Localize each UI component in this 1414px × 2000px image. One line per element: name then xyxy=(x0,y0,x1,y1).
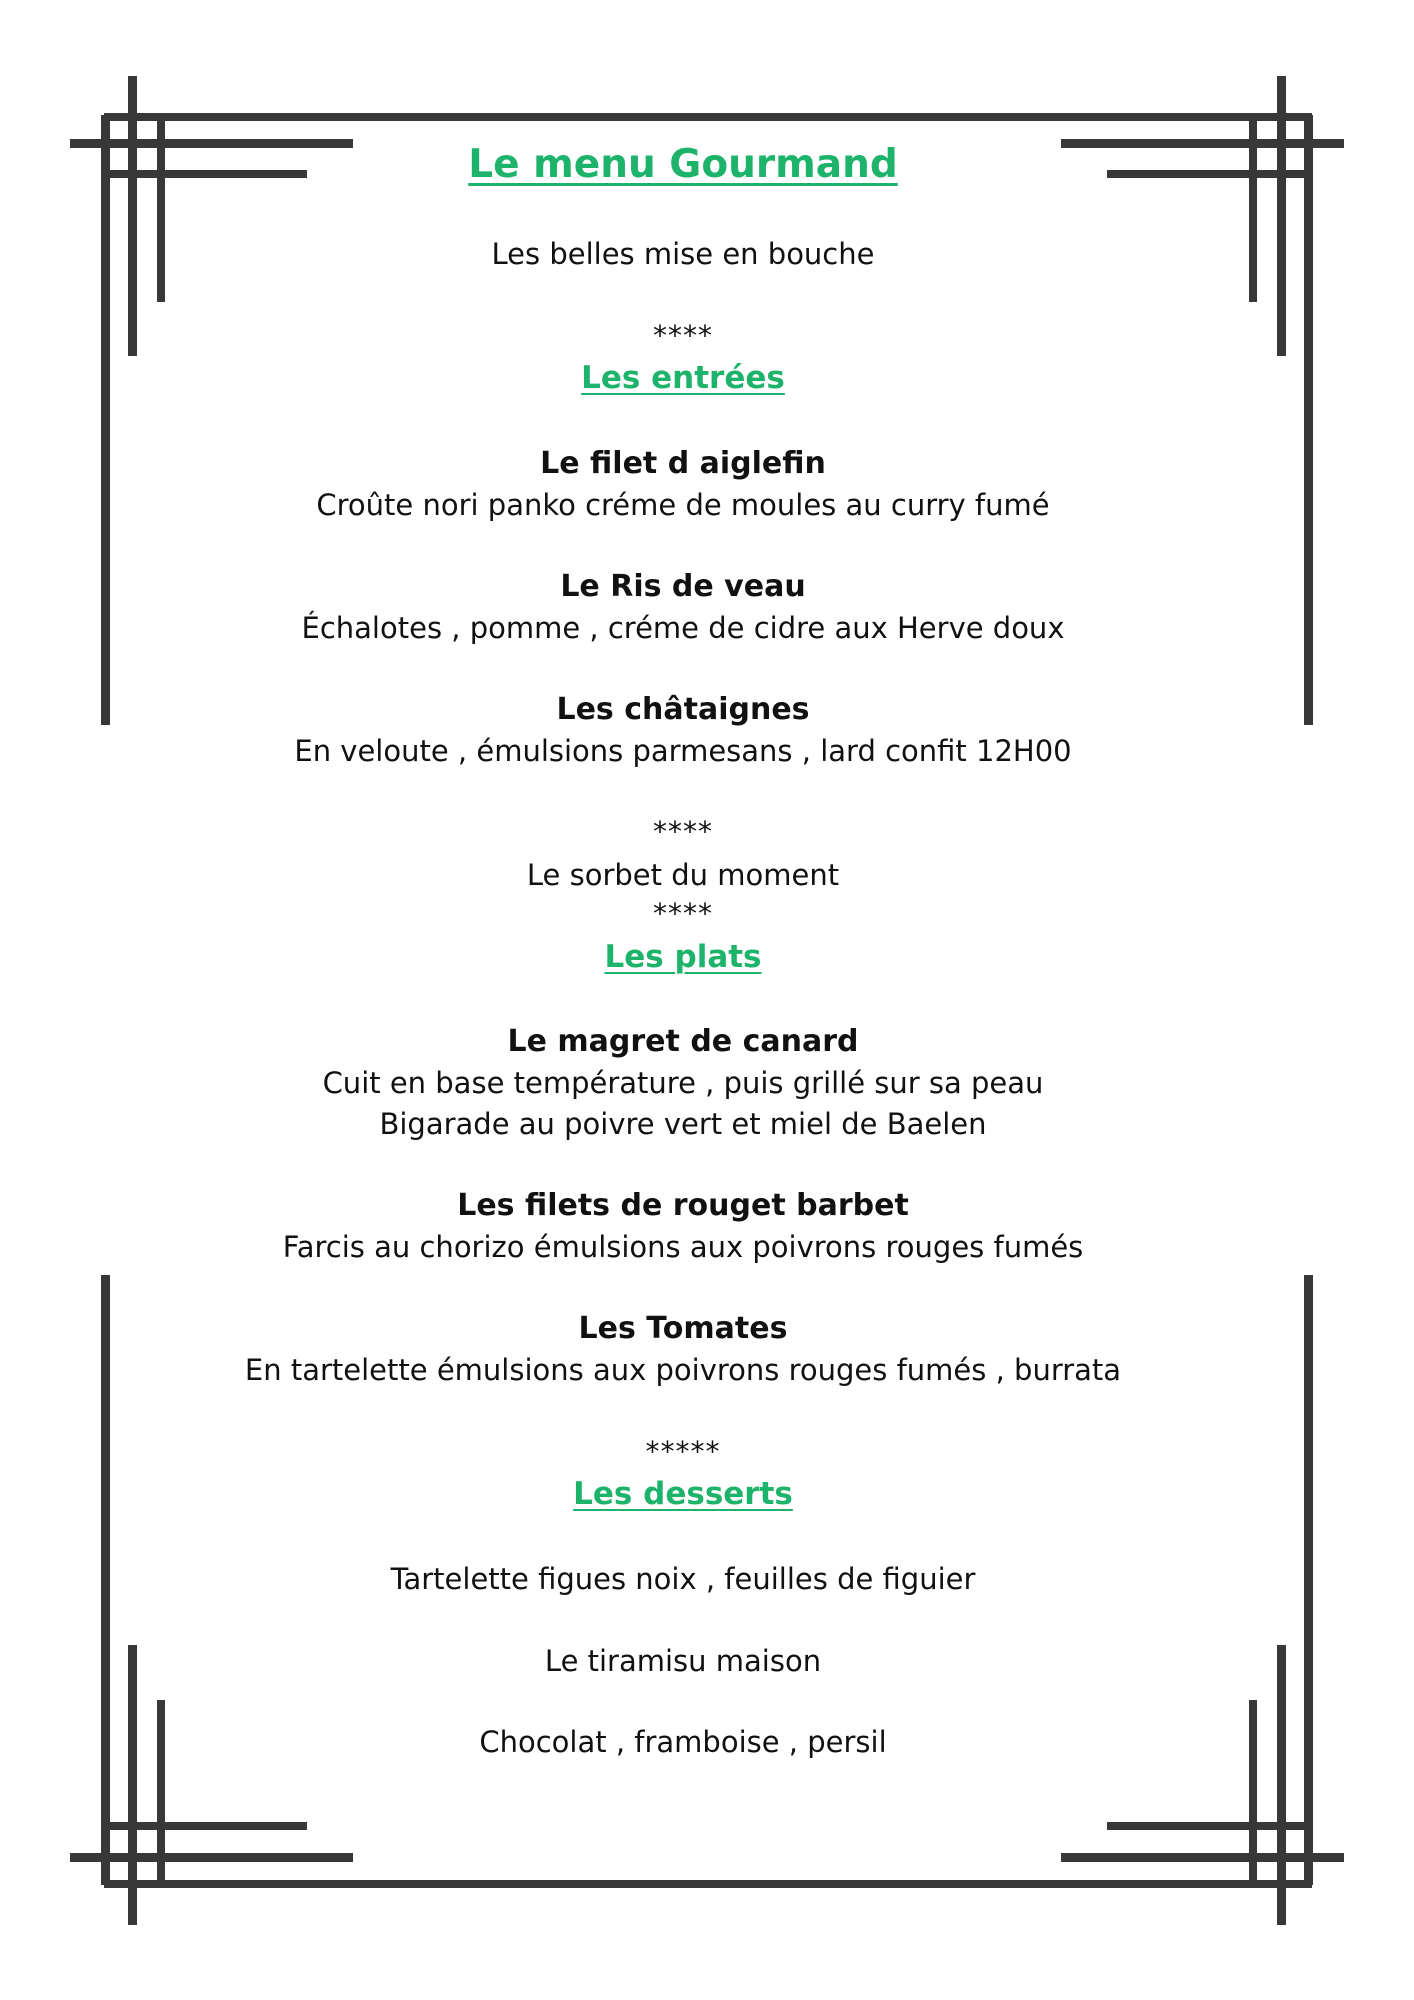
dish-description: En tartelette émulsions aux poivrons rouges fumés , burrata xyxy=(244,1353,1122,1387)
dessert-item: Tartelette figues noix , feuilles de figuier xyxy=(390,1562,976,1596)
dessert-item: Chocolat , framboise , persil xyxy=(479,1725,887,1759)
dessert-item: Le tiramisu maison xyxy=(544,1644,822,1678)
dish-description: Cuit en base température , puis grillé sur sa peau xyxy=(322,1066,1044,1100)
menu-title: Le menu Gourmand xyxy=(468,142,898,187)
dish-description: Croûte nori panko créme de moules au curry fumé xyxy=(316,488,1050,522)
dish-name: Le filet d aiglefin xyxy=(540,446,826,481)
dish-name: Les filets de rouget barbet xyxy=(457,1188,909,1223)
dish-description: Échalotes , pomme , créme de cidre aux Herve doux xyxy=(301,611,1065,645)
dish-name: Le magret de canard xyxy=(507,1024,859,1059)
section-heading-plats: Les plats xyxy=(604,939,762,975)
dish-description: En veloute , émulsions parmesans , lard confit 12H00 xyxy=(294,734,1072,768)
dish-name: Les châtaignes xyxy=(556,692,810,727)
dish-name: Les Tomates xyxy=(578,1311,788,1346)
amuse-bouche: Les belles mise en bouche xyxy=(491,237,875,271)
dish-description: Bigarade au poivre vert et miel de Baelen xyxy=(379,1107,987,1141)
section-heading-desserts: Les desserts xyxy=(573,1476,793,1512)
separator: **** xyxy=(653,897,713,930)
separator: **** xyxy=(653,815,713,848)
dish-description: Farcis au chorizo émulsions aux poivrons rouges fumés xyxy=(282,1230,1084,1264)
dish-name: Le Ris de veau xyxy=(560,569,806,604)
sorbet: Le sorbet du moment xyxy=(526,858,840,892)
separator: ***** xyxy=(645,1435,721,1468)
section-heading-entrees: Les entrées xyxy=(581,360,785,396)
separator: **** xyxy=(653,319,713,352)
